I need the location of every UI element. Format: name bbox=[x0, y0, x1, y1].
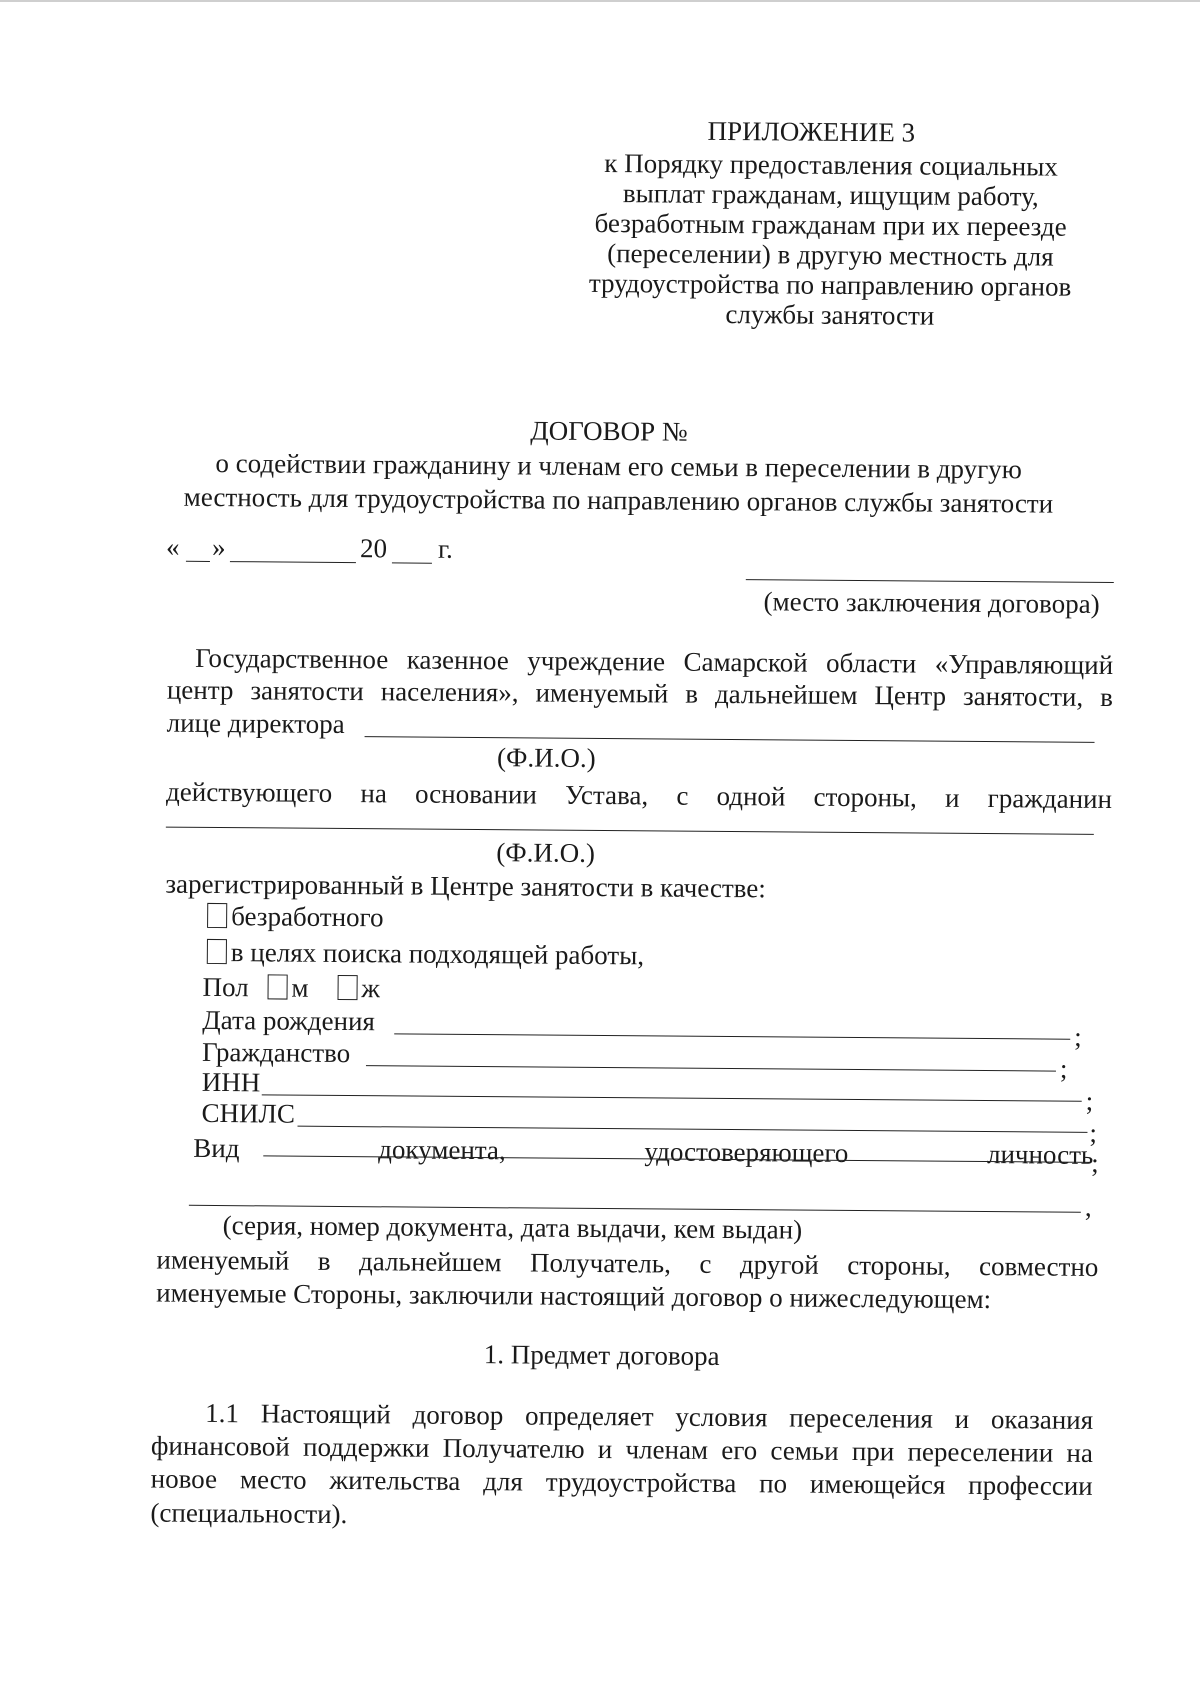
word: жительства bbox=[329, 1464, 461, 1496]
appendix-subtitle bbox=[560, 150, 1101, 334]
contract-subtitle-line: местность для трудоустройства по направлению органов службы занятости bbox=[183, 481, 1054, 519]
word: Получателю bbox=[442, 1432, 585, 1464]
word: Государственное bbox=[195, 642, 389, 675]
word: для bbox=[483, 1466, 523, 1497]
contract-subtitle-line: о содействии гражданину и членам его семьи в переселении в другую bbox=[215, 447, 1023, 485]
semicolon: ; bbox=[1059, 1053, 1068, 1084]
comma: , bbox=[1084, 1191, 1092, 1222]
word: с bbox=[699, 1248, 712, 1279]
option-jobseeker bbox=[207, 939, 644, 969]
identity-doc-line bbox=[193, 1132, 1094, 1170]
inn-label: ИНН bbox=[201, 1066, 261, 1098]
word: удостоверяющего bbox=[644, 1136, 849, 1168]
word: договор bbox=[412, 1399, 504, 1431]
word: одной bbox=[716, 780, 786, 812]
registered-label: зарегистрированный в Центре занятости в качестве: bbox=[165, 868, 766, 904]
birth-date-blank bbox=[394, 1033, 1070, 1039]
word: на bbox=[360, 778, 388, 809]
word: его bbox=[721, 1434, 758, 1466]
unemployed-checkbox[interactable] bbox=[207, 903, 227, 928]
word: занятости, bbox=[962, 680, 1084, 712]
date-year-suffix: г. bbox=[437, 533, 453, 564]
section-paragraph-line bbox=[150, 1430, 1094, 1468]
section-paragraph-line bbox=[205, 1397, 1094, 1435]
word: переселения bbox=[789, 1402, 934, 1434]
appendix-line: (переселении) в другую местность для bbox=[607, 238, 1054, 272]
word: личность bbox=[986, 1139, 1094, 1170]
word: условия bbox=[675, 1401, 768, 1433]
gender-m-checkbox[interactable] bbox=[267, 974, 287, 999]
date-year-prefix: 20 bbox=[359, 533, 388, 564]
word: трудоустройства bbox=[545, 1466, 737, 1499]
word: Центр bbox=[874, 680, 947, 711]
word: переселении bbox=[907, 1436, 1054, 1468]
named-line bbox=[156, 1244, 1099, 1282]
word: в bbox=[1100, 681, 1114, 713]
place-blank bbox=[746, 579, 1114, 583]
word: действующего bbox=[166, 776, 333, 808]
word: другой bbox=[739, 1249, 819, 1280]
word: документа, bbox=[378, 1134, 506, 1166]
word: семьи bbox=[770, 1435, 839, 1466]
word: Самарской bbox=[683, 646, 808, 678]
contract-title: ДОГОВОР № bbox=[530, 415, 688, 447]
word: поддержки bbox=[302, 1431, 430, 1463]
gender-f-label: ж bbox=[361, 973, 381, 1004]
director-label: лице директора bbox=[166, 707, 345, 740]
word: стороны, bbox=[813, 781, 918, 813]
word: на bbox=[1066, 1437, 1094, 1468]
word: в bbox=[685, 678, 699, 709]
word: занятости bbox=[250, 675, 364, 707]
day-blank bbox=[186, 561, 210, 562]
word: профессии bbox=[968, 1469, 1093, 1501]
director-name-blank bbox=[365, 736, 1095, 743]
word: стороны, bbox=[847, 1249, 951, 1281]
inn-blank bbox=[262, 1094, 1082, 1101]
date-open-quote: « bbox=[165, 531, 180, 562]
appendix-line: трудоустройства по направлению органов bbox=[588, 267, 1072, 302]
word: по bbox=[759, 1468, 788, 1499]
word: с bbox=[676, 780, 689, 811]
word: и bbox=[597, 1434, 613, 1465]
option-unemployed bbox=[207, 903, 384, 931]
section-heading: 1. Предмет договора bbox=[483, 1339, 720, 1371]
appendix-line: к Порядку предоставления социальных bbox=[604, 148, 1058, 182]
word: населения», bbox=[380, 676, 519, 708]
semicolon: ; bbox=[1091, 1147, 1099, 1178]
citizen-fio-caption: (Ф.И.О.) bbox=[496, 837, 596, 868]
section-paragraph-line bbox=[150, 1463, 1093, 1501]
word: центр bbox=[166, 674, 234, 706]
citizenship-label: Гражданство bbox=[201, 1036, 351, 1069]
contract-date bbox=[165, 531, 506, 571]
word: казенное bbox=[406, 644, 509, 676]
gender-row bbox=[202, 971, 381, 1004]
word: новое bbox=[150, 1463, 218, 1495]
word: определяет bbox=[524, 1400, 654, 1432]
parties-line bbox=[166, 776, 1113, 815]
citizenship-blank bbox=[366, 1065, 1056, 1071]
year-blank bbox=[392, 562, 432, 563]
word: дальнейшем bbox=[714, 678, 858, 711]
word: основании bbox=[414, 778, 538, 810]
month-blank bbox=[230, 561, 356, 563]
word: в bbox=[317, 1245, 331, 1276]
birth-date-label: Дата рождения bbox=[202, 1004, 376, 1037]
jobseeker-checkbox[interactable] bbox=[207, 939, 227, 964]
semicolon: ; bbox=[1074, 1021, 1082, 1052]
appendix-line: выплат гражданам, ищущим работу, bbox=[622, 178, 1039, 212]
semicolon: ; bbox=[1085, 1085, 1094, 1116]
word: учреждение bbox=[527, 645, 666, 677]
snils-blank bbox=[297, 1126, 1087, 1133]
appendix-line: службы занятости bbox=[725, 298, 935, 331]
gender-label: Пол bbox=[202, 971, 249, 1003]
appendix-line: безработным гражданам при их переезде bbox=[594, 207, 1067, 242]
word: и bbox=[954, 1403, 970, 1434]
section-paragraph-end: (специальности). bbox=[150, 1497, 348, 1530]
word: «Управляющий bbox=[934, 648, 1114, 681]
snils-label: СНИЛС bbox=[201, 1097, 296, 1129]
appendix-title: ПРИЛОЖЕНИЕ 3 bbox=[707, 115, 916, 148]
word: Получатель, bbox=[529, 1247, 672, 1279]
parties-line bbox=[166, 674, 1114, 713]
word: совместно bbox=[978, 1251, 1099, 1282]
word: Устава, bbox=[564, 779, 649, 811]
word: оказания bbox=[990, 1404, 1094, 1435]
word: место bbox=[239, 1464, 307, 1495]
word: при bbox=[851, 1436, 895, 1467]
place-caption: (место заключения договора) bbox=[763, 586, 1100, 619]
word: именуемый bbox=[535, 677, 669, 709]
date-close-quote: » bbox=[211, 531, 226, 563]
gender-m-label: м bbox=[291, 972, 309, 1003]
named-line-2: именуемые Стороны, заключили настоящий договор о нижеследующем: bbox=[156, 1277, 992, 1315]
word: Настоящий bbox=[260, 1398, 391, 1430]
director-fio-caption: (Ф.И.О.) bbox=[497, 742, 596, 773]
semicolon: ; bbox=[1089, 1117, 1098, 1148]
word: Вид bbox=[193, 1132, 240, 1164]
parties-line bbox=[195, 642, 1114, 681]
word: 1.1 bbox=[205, 1397, 240, 1429]
option-label: в целях поиска подходящей работы, bbox=[230, 937, 645, 971]
option-label: безработного bbox=[231, 901, 384, 933]
identity-doc-caption: (серия, номер документа, дата выдачи, кем выдан) bbox=[222, 1210, 803, 1245]
word: членам bbox=[625, 1434, 709, 1465]
word: финансовой bbox=[150, 1430, 290, 1462]
word: дальнейшем bbox=[358, 1246, 502, 1278]
word: именуемый bbox=[156, 1244, 290, 1276]
gender-f-checkbox[interactable] bbox=[337, 975, 357, 1000]
word: имеющейся bbox=[809, 1468, 946, 1500]
citizen-name-blank bbox=[166, 827, 1094, 835]
word: гражданин bbox=[987, 783, 1113, 815]
word: области bbox=[825, 647, 917, 679]
word: и bbox=[944, 782, 960, 813]
